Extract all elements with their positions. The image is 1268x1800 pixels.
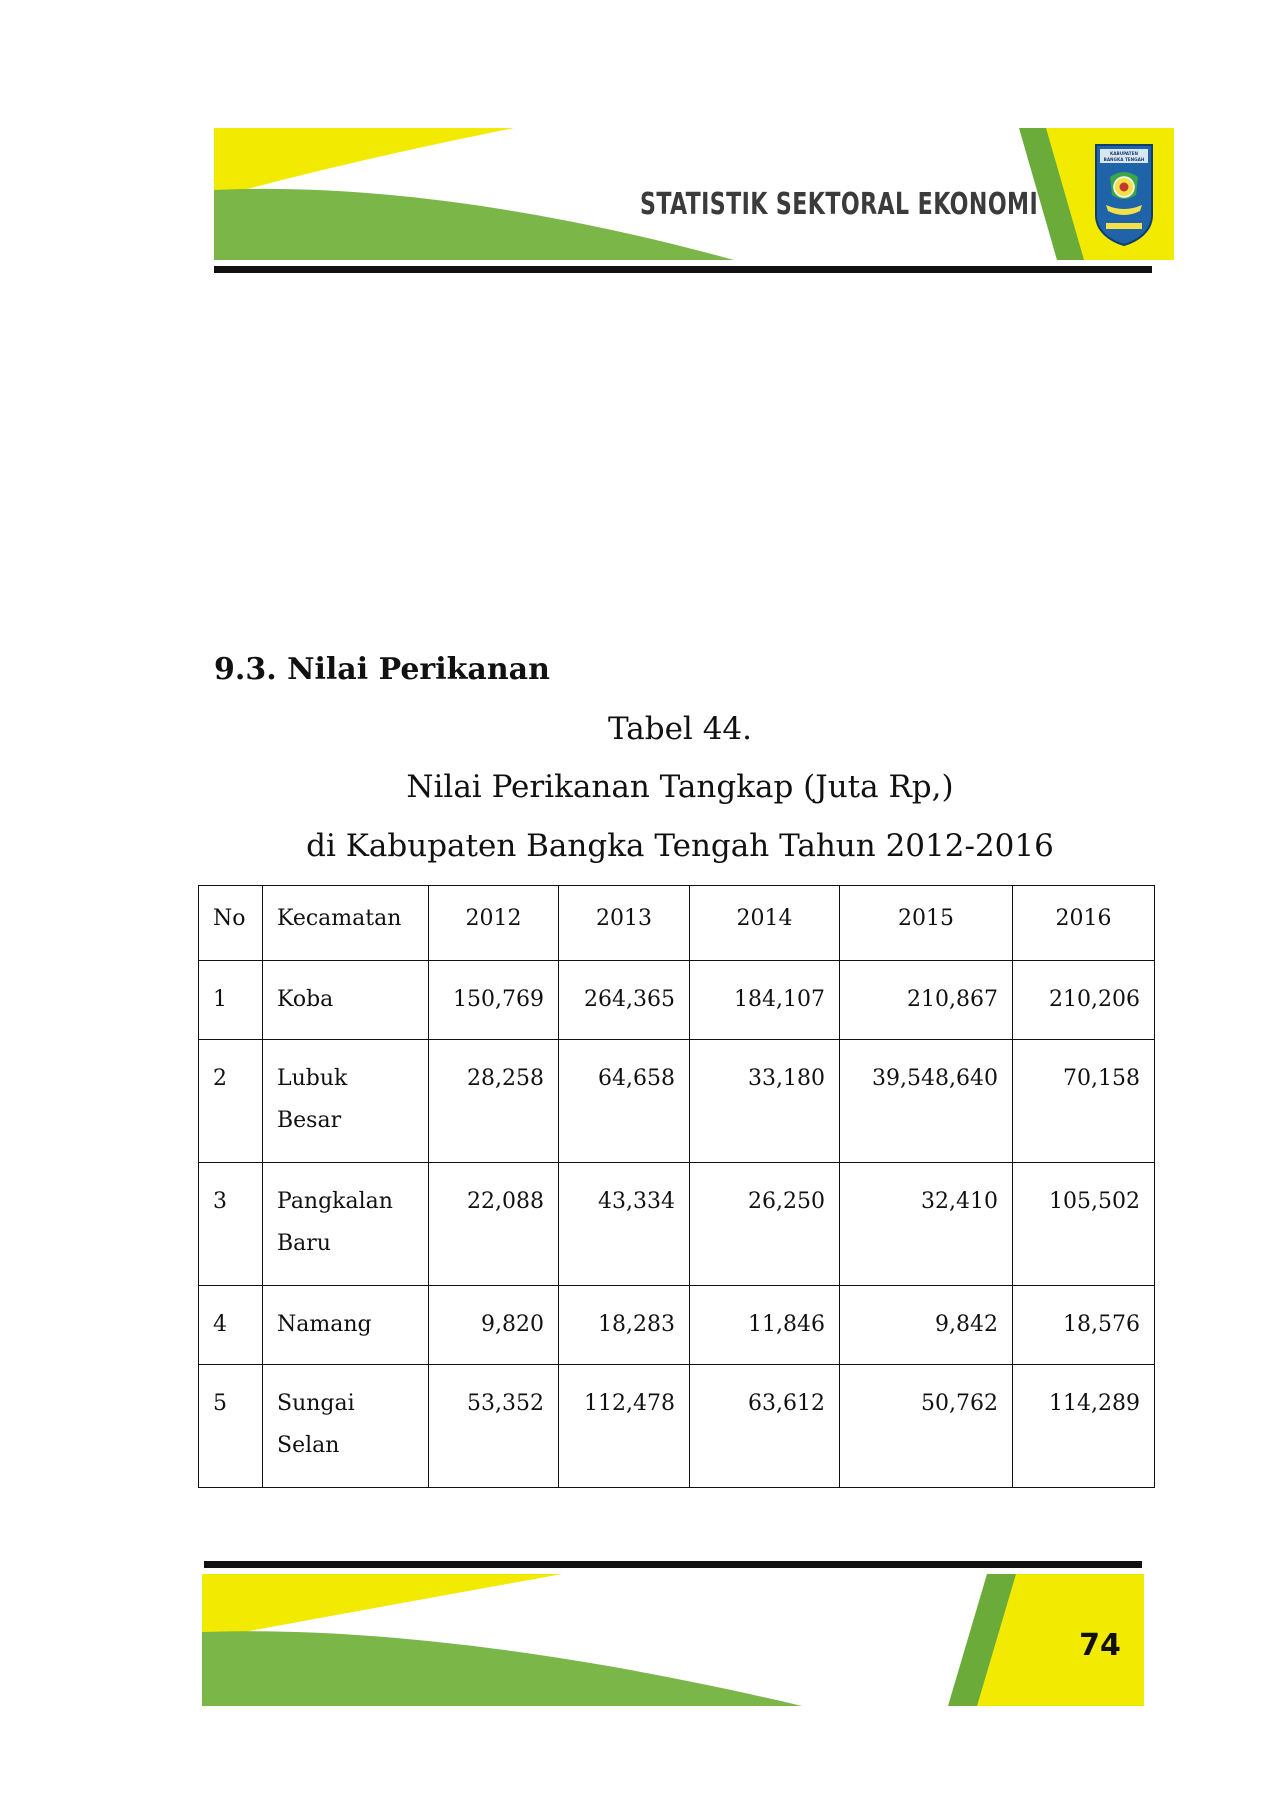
cell-kecamatan: Namang bbox=[263, 1286, 429, 1365]
cell-kecamatan: Lubuk Besar bbox=[263, 1040, 429, 1163]
table-caption-subtitle: di Kabupaten Bangka Tengah Tahun 2012-2016 bbox=[306, 828, 1054, 864]
header-title: STATISTIK SEKTORAL EKONOMI bbox=[640, 187, 1039, 222]
cell-2014: 11,846 bbox=[690, 1286, 840, 1365]
cell-2015: 39,548,640 bbox=[840, 1040, 1013, 1163]
footer-rule bbox=[204, 1561, 1142, 1568]
table-row bbox=[199, 1163, 1155, 1286]
cell-kecamatan: Pangkalan Baru bbox=[263, 1163, 429, 1286]
table-row bbox=[199, 1365, 1155, 1488]
cell-no: 4 bbox=[199, 1286, 263, 1365]
cell-2016: 114,289 bbox=[1013, 1365, 1155, 1488]
table-header-row bbox=[199, 886, 1155, 961]
footer-banner bbox=[202, 1574, 1144, 1706]
svg-text:KABUPATEN: KABUPATEN bbox=[1110, 151, 1138, 156]
cell-2014: 184,107 bbox=[690, 961, 840, 1040]
cell-2015: 210,867 bbox=[840, 961, 1013, 1040]
fishery-value-table bbox=[198, 885, 1155, 1488]
cell-2013: 264,365 bbox=[559, 961, 690, 1040]
cell-2016: 18,576 bbox=[1013, 1286, 1155, 1365]
cell-2013: 18,283 bbox=[559, 1286, 690, 1365]
cell-2016: 210,206 bbox=[1013, 961, 1155, 1040]
table-row bbox=[199, 1040, 1155, 1163]
cell-no: 2 bbox=[199, 1040, 263, 1163]
header-2015: 2015 bbox=[840, 886, 1013, 961]
cell-2015: 32,410 bbox=[840, 1163, 1013, 1286]
page-number: 74 bbox=[1079, 1628, 1121, 1663]
cell-2016: 70,158 bbox=[1013, 1040, 1155, 1163]
cell-2013: 43,334 bbox=[559, 1163, 690, 1286]
cell-2012: 53,352 bbox=[429, 1365, 559, 1488]
kabupaten-emblem-icon bbox=[1092, 143, 1156, 247]
cell-kecamatan: Sungai Selan bbox=[263, 1365, 429, 1488]
table-row bbox=[199, 1286, 1155, 1365]
header-2014: 2014 bbox=[690, 886, 840, 961]
cell-2012: 22,088 bbox=[429, 1163, 559, 1286]
cell-2014: 33,180 bbox=[690, 1040, 840, 1163]
svg-text:BANGKA TENGAH: BANGKA TENGAH bbox=[1103, 157, 1145, 162]
cell-2015: 9,842 bbox=[840, 1286, 1013, 1365]
header-2012: 2012 bbox=[429, 886, 559, 961]
cell-2012: 28,258 bbox=[429, 1040, 559, 1163]
cell-no: 5 bbox=[199, 1365, 263, 1488]
cell-2014: 63,612 bbox=[690, 1365, 840, 1488]
cell-no: 1 bbox=[199, 961, 263, 1040]
table-caption-number: Tabel 44. bbox=[607, 711, 752, 747]
cell-2012: 9,820 bbox=[429, 1286, 559, 1365]
cell-2013: 112,478 bbox=[559, 1365, 690, 1488]
cell-kecamatan: Koba bbox=[263, 961, 429, 1040]
section-heading: 9.3. Nilai Perikanan bbox=[214, 652, 550, 687]
cell-2012: 150,769 bbox=[429, 961, 559, 1040]
header-no: No bbox=[199, 886, 263, 961]
cell-2014: 26,250 bbox=[690, 1163, 840, 1286]
cell-no: 3 bbox=[199, 1163, 263, 1286]
table-row bbox=[199, 961, 1155, 1040]
header-2016: 2016 bbox=[1013, 886, 1155, 961]
cell-2016: 105,502 bbox=[1013, 1163, 1155, 1286]
header-2013: 2013 bbox=[559, 886, 690, 961]
cell-2015: 50,762 bbox=[840, 1365, 1013, 1488]
cell-2013: 64,658 bbox=[559, 1040, 690, 1163]
table-caption-title: Nilai Perikanan Tangkap (Juta Rp,) bbox=[406, 769, 954, 805]
header-kecamatan: Kecamatan bbox=[263, 886, 429, 961]
header-rule bbox=[214, 266, 1152, 273]
